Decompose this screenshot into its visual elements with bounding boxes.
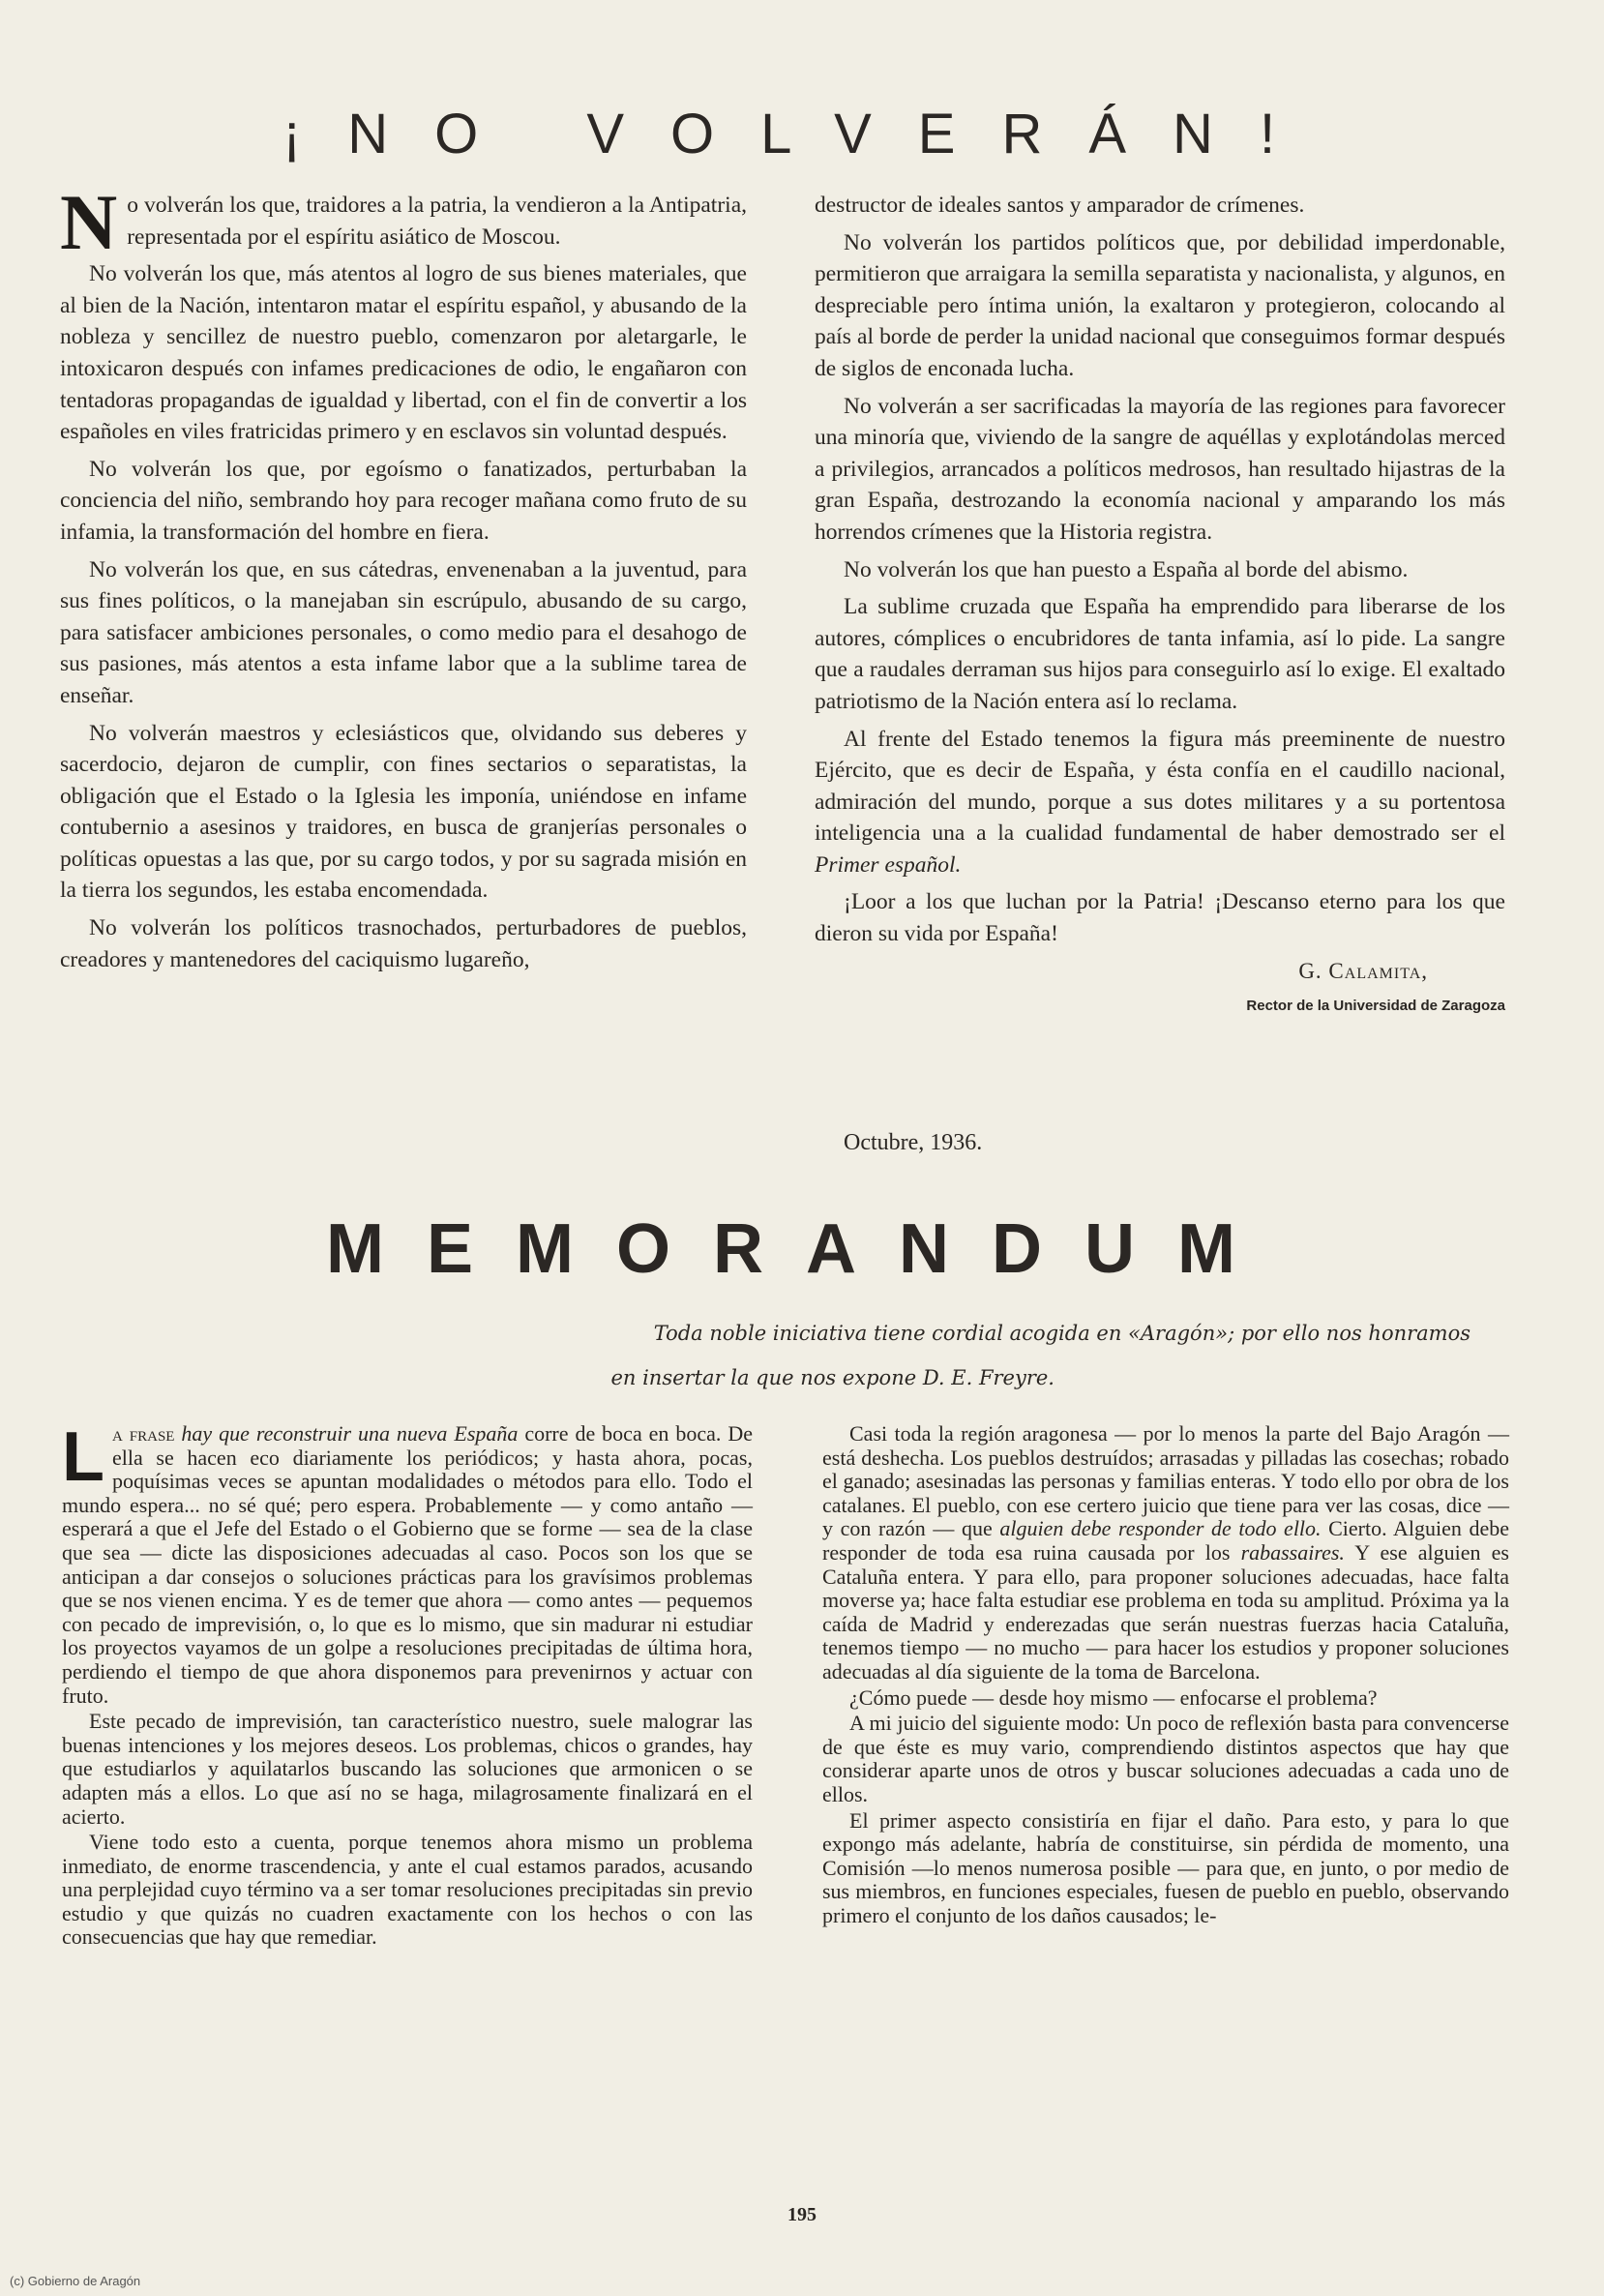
paragraph: No volverán los que han puesto a España al borde del abismo. bbox=[844, 556, 1409, 582]
paragraph: La sublime cruzada que España ha emprendido para liberarse de los autores, cómplices o encubridores de tanta infamia, así lo pide. La sangre que a raudales derraman sus hijos para conseguirlo así lo exige. El exaltado patriotismo de la Nación entera así lo reclama. bbox=[815, 594, 1505, 714]
paragraph: No volverán los partidos políticos que, por debilidad imperdonable, permitieron que arraigara la semilla separatista y nacionalista, y algunos, en despreciable pero íntima unión, la exaltaron y protegieron, colocando al país al borde de perder la unidad nacional que conseguimos formar después de siglos de enconada lucha. bbox=[815, 229, 1505, 381]
drop-cap: N bbox=[60, 178, 118, 266]
paragraph: ¿Cómo puede — desde hoy mismo — enfocarse el problema? bbox=[849, 1685, 1378, 1710]
paragraph: La frase hay que reconstruir una nueva España corre de boca en boca. De ella se hacen eco diariamente los periódicos; y hasta ahora, pocas, poquísimas veces se apuntan modalidades o métodos para ello. Todo el mundo espera... no sé qué; pero espera. Probablemente — y como antaño — esperará a que el Jefe del Estado o el Gobierno que se forme — sea de la clase que sea — dicte las disposiciones adecuadas al caso. Pocos son los que se anticipan a dar consejos o soluciones prácticas para los gravísimos problemas que se nos vienen encima. Y es de temer que ahora — como antes — pequemos con pecado de imprevisión, o, lo que es lo mismo, que sin madurar ni estudiar los proyectos vayamos de un golpe a resoluciones precipitadas de última hora, perdiendo el tiempo de que ahora disponemos para prevenirnos y actuar con fruto. bbox=[62, 1418, 753, 1708]
paragraph: No volverán los que, por egoísmo o fanatizados, perturbaban la conciencia del niño, sembrando hoy para recoger mañana como fruto de su infamia, la transformación del hombre en fiera. bbox=[60, 456, 747, 545]
memorandum-intro bbox=[484, 1311, 1470, 1400]
signature-role: Rector de la Universidad de Zaragoza bbox=[1246, 998, 1505, 1015]
signature-block bbox=[815, 956, 1505, 1023]
paragraph: No volverán los que, más atentos al logro de sus bienes materiales, que al bien de la Nación, intentaron matar el espíritu español, y abusando de la nobleza y sencillez de nuestro pueblo, comenzaron por aletargarle, le intoxicaron después con infames predicaciones de odio, le engañaron con tentadoras propagandas de igualdad y libertad, con el fin de convertir a los españoles en viles fratricidas primero y en esclavos sin voluntad después. bbox=[60, 261, 747, 445]
intro-line: Toda noble iniciativa tiene cordial acogida en «Aragón»; por ello nos honramos bbox=[653, 1322, 1470, 1345]
signature-name: G. Calamita, bbox=[1298, 958, 1428, 983]
paragraph: Este pecado de imprevisión, tan característico nuestro, suele malograr las buenas intenciones y los mejores deseos. Los problemas, chicos o grandes, hay que estudiarlos y aquilatarlos buscando las soluciones que armonicen o se adapten más a ellos. Lo que así no se haga, milagrosamente finalizará en el acierto. bbox=[62, 1709, 753, 1829]
paragraph: No volverán los que, traidores a la patria, la vendieron a la Antipatria, representada por el espíritu asiático de Moscou. bbox=[60, 178, 747, 266]
paragraph: Al frente del Estado tenemos la figura más preeminente de nuestro Ejército, que es decir de España, y ésta confía en el caudillo nacional, admiración del mundo, porque a sus dotes militares y a su portentosa inteligencia una a la cualidad fundamental de haber demostrado ser el Primer español. bbox=[815, 726, 1505, 878]
paragraph: El primer aspecto consistiría en fijar el daño. Para esto, y para lo que expongo más adelante, habría de constituirse, sin pérdida de momento, una Comisión —lo menos numerosa posible — para que, en junto, o por medio de sus miembros, en funciones especiales, fuesen de pueblo en pueblo, observando primero el conjunto de los daños causados; le- bbox=[822, 1807, 1509, 1927]
page-number: 195 bbox=[787, 2204, 817, 2225]
paragraph: No volverán los políticos trasnochados, perturbadores de pueblos, creadores y mantenedores del caciquismo lugareño, bbox=[60, 915, 747, 972]
paragraph: No volverán los que, en sus cátedras, envenenaban a la juventud, para sus fines políticos, o la manejaban sin escrúpulo, abusando de su cargo, para satisfacer ambiciones personales, o como medio para el desahogo de sus pasiones, más atentos a esta infame labor que a la sublime tarea de enseñar. bbox=[60, 556, 747, 708]
article-date: Octubre, 1936. bbox=[844, 1130, 983, 1155]
copyright-notice: (c) Gobierno de Aragón bbox=[10, 2274, 141, 2288]
intro-line: en insertar la que nos expone D. E. Freyre. bbox=[610, 1366, 1054, 1389]
article-title-no-volveran: ¡NO VOLVERÁN! bbox=[282, 103, 1322, 165]
article1-right-column bbox=[815, 190, 1505, 1023]
paragraph: No volverán maestros y eclesiásticos que, olvidando sus deberes y sacerdocio, dejaron de cumplir, con fines sectarios o separatistas, la obligación que el Estado o la Iglesia les imponía, uniéndose en infame contubernio a asesinos y traidores, en busca de granjerías personales o políticas opuestas a las que, por su cargo todos, y por su sagrada misión en la tierra los segundos, les estaba encomendada. bbox=[60, 720, 747, 904]
article2-left-column bbox=[62, 1418, 753, 1952]
paragraph: ¡Loor a los que luchan por la Patria! ¡Descanso eterno para los que dieron su vida por España! bbox=[815, 889, 1505, 947]
article2-right-column bbox=[822, 1422, 1509, 1929]
paragraph: Casi toda la región aragonesa — por lo menos la parte del Bajo Aragón — está deshecha. Los pueblos destruídos; arrasadas y pilladas las cosechas; robado el ganado; asesinadas las personas y familias enteras. Y todo ello por obra de los catalanes. El pueblo, con ese certero juicio que tiene para ver las cosas, dice — y con razón — que alguien debe responder de todo ello. Cierto. Alguien debe responder de toda esa ruina causada por los rabassaires. Y ese alguien es Cataluña entera. Y para ello, para proponer soluciones adecuadas, hace falta moverse ya; hace falta estudiar ese problema en toda su amplitud. Próxima ya la caída de Madrid y enderezadas que serán nuestras fuerzas hacia Cataluña, tenemos tiempo — no mucho — para hacer los estudios y proponer soluciones adecuadas al día siguiente de la toma de Barcelona. bbox=[822, 1421, 1509, 1684]
paragraph: A mi juicio del siguiente modo: Un poco de reflexión basta para convencerse de que éste es muy vario, comprendiendo distintos aspectos que hay que considerar aparte unos de otros y buscar soluciones adecuadas a cada uno de ellos. bbox=[822, 1711, 1509, 1806]
article-title-memorandum: MEMORANDUM bbox=[326, 1210, 1278, 1288]
paragraph: No volverán a ser sacrificadas la mayoría de las regiones para favorecer una minoría que, viviendo de la sangre de aquéllas y explotándolas merced a privilegios, arrancados a políticos medrosos, han resultado hijastras de la gran España, destrozando la economía nacional y amparando los más horrendos crímenes que la Historia registra. bbox=[815, 393, 1505, 545]
drop-cap: L bbox=[62, 1418, 104, 1496]
article1-left-column bbox=[60, 178, 747, 981]
paragraph: Viene todo esto a cuenta, porque tenemos ahora mismo un problema inmediato, de enorme trascendencia, y ante el cual estamos parados, acusando una perplejidad cuyo término va a ser tomar resoluciones precipitadas sin previo estudio y que quizás no cuadren exactamente con los hechos o con las consecuencias que hay que remediar. bbox=[62, 1830, 753, 1950]
paragraph: destructor de ideales santos y amparador de crímenes. bbox=[815, 193, 1305, 218]
